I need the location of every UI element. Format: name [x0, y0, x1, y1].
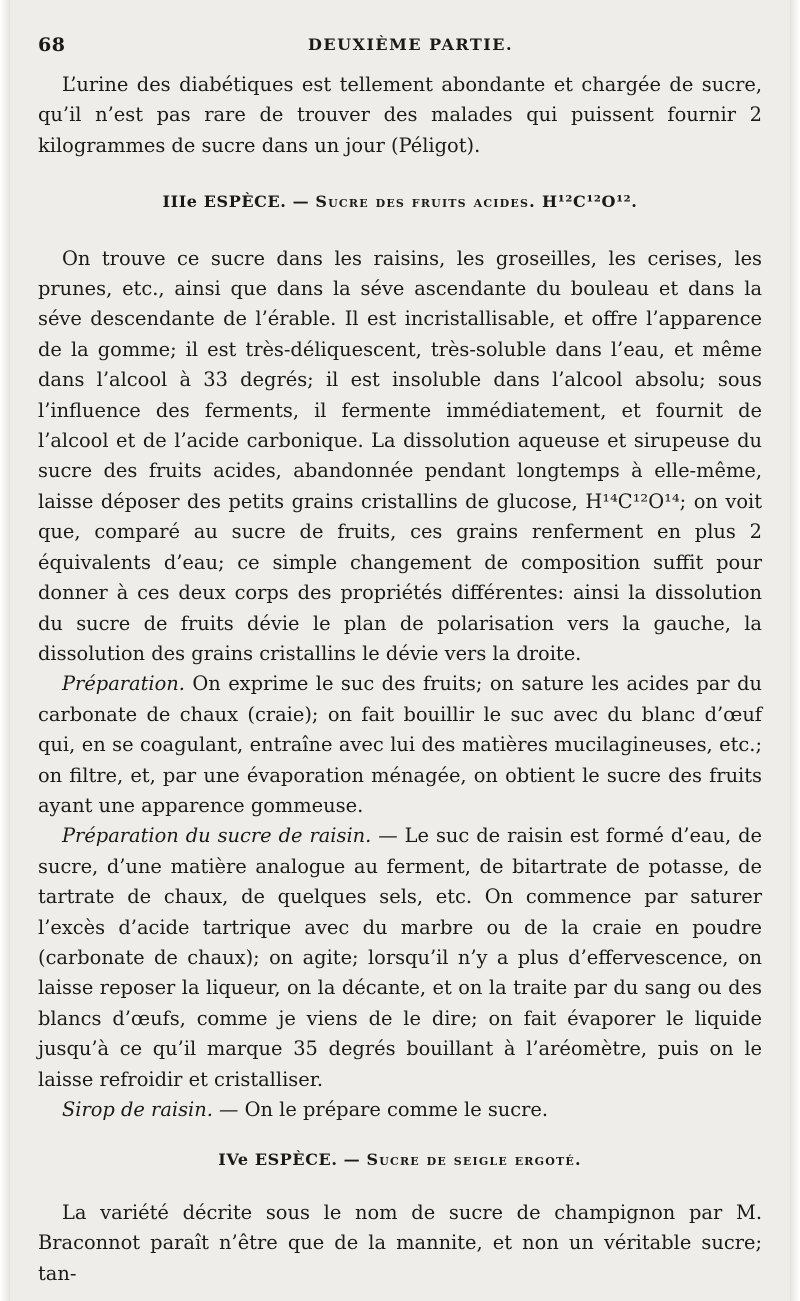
page-body — [38, 70, 762, 1289]
paragraph-preparation — [38, 669, 762, 821]
heading-title: Sucre de seigle ergoté. — [366, 1150, 582, 1170]
paragraph-text: Le suc de raisin est formé d’eau, de sucre, d’une matière analogue au ferment, de bitartrate de potasse, de tartrate de chaux, de quelques sels, etc. On commence par saturer l’excès d’acide tartrique avec du marbre ou de la craie en poudre (carbonate de chaux); on agite; lorsqu’il n’y a plus d’effervescence, on laisse reposer la liqueur, on la décante, et on la traite par du sang ou des blancs d’œufs, comme je viens de le dire; on fait évaporer le liquide jusqu’à ce qu’il marque 35 degrés bouillant à l’aréomètre, puis on le laisse refroidir et cristalliser. — [38, 824, 762, 1091]
paragraph-text: On le prépare comme le sucre. — [244, 1098, 549, 1121]
section-heading-fourth-species — [38, 1145, 762, 1175]
paragraph-fruit-sugar: On trouve ce sucre dans les raisins, les groseilles, les cerises, les prunes, etc., ainsi que dans la séve ascendante du bouleau et dans la séve descendante de l’érable. Il est incristallisable, et offre l’apparence de la gomme; il est très-déliquescent, très-soluble dans l’eau, et même dans l’alcool à 33 degrés; il est insoluble dans l’alcool absolu; sous l’influence des ferments, il fermente immédiatement, et fournit de l’alcool et de l’acide carbonique. La dissolution aqueuse et sirupeuse du sucre des fruits acides, abandonnée pendant longtemps à elle-même, laisse déposer des petits grains cristallins de glucose, H¹⁴C¹²O¹⁴; on voit que, comparé au sucre de fruits, ces grains renferment en plus 2 équivalents d’eau; ce simple changement de composition suffit pour donner à ces deux corps des propriétés différentes: ainsi la dissolution du sucre de fruits dévie le plan de polarisation vers la gauche, la dissolution des grains cristallins le dévie vers la droite. — [38, 246, 762, 665]
heading-title: Sucre des fruits acides. — [315, 192, 536, 212]
paragraph-lead: Préparation du sucre de raisin. — — [62, 824, 398, 848]
paragraph-grape-syrup — [38, 1095, 762, 1125]
heading-label: IIIe ESPÈCE. — — [162, 192, 310, 212]
scan-edge-left — [0, 0, 10, 1301]
paragraph-text: On exprime le suc des fruits; on sature les acides par du carbonate de chaux (craie); on fait bouillir le suc avec du blanc d’œuf qui, en se coagulant, entraîne avec lui des matières mucilagineuses, etc.; on filtre, et, par une évaporation ménagée, on obtient le sucre des fruits ayant une apparence gommeuse. — [38, 672, 762, 817]
paragraph-lead: Sirop de raisin. — — [62, 1098, 239, 1121]
paragraph-mushroom-sugar: La variété décrite sous le nom de sucre de champignon par M. Braconnot paraît n’être que de la mannite, et non un véritable sucre; tan- — [38, 1200, 762, 1285]
heading-formula: H¹²C¹²O¹². — [542, 192, 638, 212]
scan-edge-right — [790, 0, 800, 1301]
paragraph-urine: L’urine des diabétiques est tellement abondante et chargée de sucre, qu’il n’est pas rare de trouver des malades qui puissent fournir 2 kilogrammes de sucre dans un jour (Péligot). — [38, 73, 762, 157]
section-heading-third-species — [38, 187, 762, 217]
paragraph-grape-sugar — [38, 821, 762, 1095]
paragraph-lead: Préparation. — [62, 672, 185, 696]
page-header — [38, 34, 760, 60]
heading-label: IVe ESPÈCE. — — [218, 1150, 361, 1170]
running-head: DEUXIÈME PARTIE. — [308, 35, 514, 54]
page-number: 68 — [38, 34, 66, 56]
